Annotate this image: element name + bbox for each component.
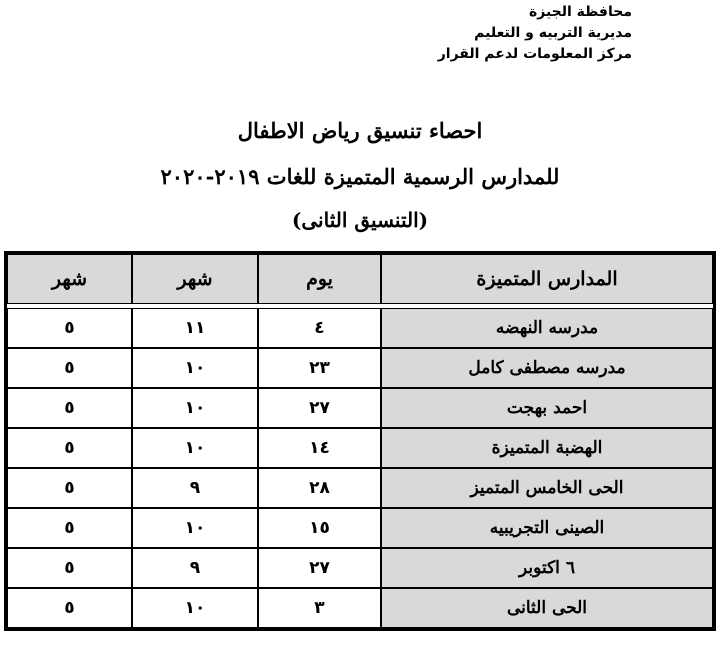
table-row <box>7 428 713 468</box>
cell-school: الهضبة المتميزة <box>381 428 713 468</box>
round-label: (التنسيق الثانى) <box>291 208 429 232</box>
cell-day: ٢٣ <box>258 348 381 388</box>
table-row <box>7 588 713 628</box>
cell-col4: ٥ <box>7 428 132 468</box>
schools-table <box>4 251 716 631</box>
page-title: احصاء تنسيق رياض الاطفال <box>237 118 483 143</box>
cell-month: ٩ <box>132 548 258 588</box>
cell-school: ٦ اكتوبر <box>381 548 713 588</box>
cell-month: ١٠ <box>132 388 258 428</box>
column-header-day: يوم <box>258 254 381 304</box>
column-header-month: شهر <box>132 254 258 304</box>
cell-school: مدرسه مصطفى كامل <box>381 348 713 388</box>
cell-col4: ٥ <box>7 348 132 388</box>
cell-col4: ٥ <box>7 508 132 548</box>
column-header-school: المدارس المتميزة <box>381 254 713 304</box>
directorate-label: مديرية التربيه و التعليم <box>474 25 632 41</box>
cell-day: ١٤ <box>258 428 381 468</box>
cell-month: ١٠ <box>132 588 258 628</box>
cell-school: مدرسه النهضه <box>381 308 713 348</box>
cell-day: ٣ <box>258 588 381 628</box>
column-header-col4: شهر <box>7 254 132 304</box>
cell-col4: ٥ <box>7 308 132 348</box>
page-subtitle: للمدارس الرسمية المتميزة للغات ٢٠١٩-٢٠٢٠ <box>160 164 560 189</box>
document-header <box>438 2 632 65</box>
cell-month: ٩ <box>132 468 258 508</box>
cell-month: ١١ <box>132 308 258 348</box>
cell-day: ٢٧ <box>258 388 381 428</box>
cell-day: ١٥ <box>258 508 381 548</box>
governorate-label: محافظة الجيزة <box>528 4 632 20</box>
cell-col4: ٥ <box>7 468 132 508</box>
cell-school: الصينى التجريبيه <box>381 508 713 548</box>
cell-col4: ٥ <box>7 588 132 628</box>
title-block <box>0 108 720 240</box>
cell-school: الحى الثانى <box>381 588 713 628</box>
cell-month: ١٠ <box>132 508 258 548</box>
table-row <box>7 348 713 388</box>
cell-month: ١٠ <box>132 348 258 388</box>
cell-col4: ٥ <box>7 548 132 588</box>
cell-month: ١٠ <box>132 428 258 468</box>
cell-day: ٢٧ <box>258 548 381 588</box>
table-row <box>7 468 713 508</box>
table-row <box>7 548 713 588</box>
table-row <box>7 388 713 428</box>
info-center-label: مركز المعلومات لدعم القرار <box>437 46 632 62</box>
cell-school: الحى الخامس المتميز <box>381 468 713 508</box>
cell-day: ٢٨ <box>258 468 381 508</box>
table-row <box>7 308 713 348</box>
table-header-row <box>7 254 713 304</box>
cell-school: احمد بهجت <box>381 388 713 428</box>
table-row <box>7 508 713 548</box>
cell-col4: ٥ <box>7 388 132 428</box>
cell-day: ٤ <box>258 308 381 348</box>
